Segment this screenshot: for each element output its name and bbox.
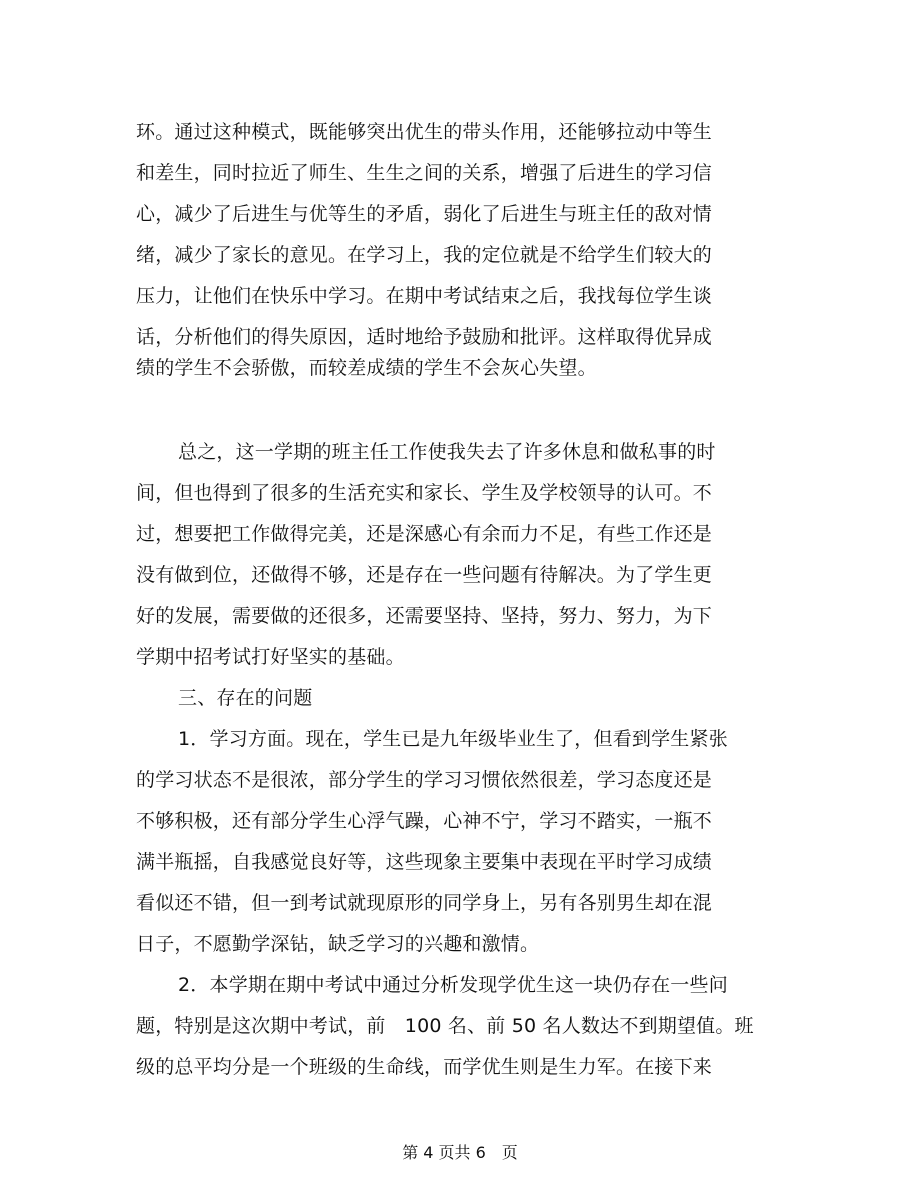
text-line: 心，减少了后进生与优等生的矛盾，弱化了后进生与班主任的敌对情 <box>136 203 713 225</box>
text-line: 1．学习方面。现在，学生已是九年级毕业生了，但看到学生紧张 <box>178 728 728 750</box>
text-line: 话，分析他们的得失原因，适时地给予鼓励和批评。这样取得优异成 <box>136 326 713 348</box>
text-line: 题，特别是这次期中考试，前 100 名、前 50 名人数达不到期望值。班 <box>136 1015 754 1037</box>
text-line: 环。通过这种模式，既能够突出优生的带头作用，还能够拉动中等生 <box>136 121 713 143</box>
section-heading: 三、存在的问题 <box>178 687 313 709</box>
text-line: 过，想要把工作做得完美，还是深感心有余而力不足，有些工作还是 <box>136 523 713 545</box>
text-line: 好的发展，需要做的还很多，还需要坚持、坚持，努力、努力，为下 <box>136 605 713 627</box>
text-line: 绩的学生不会骄傲，而较差成绩的学生不会灰心失望。 <box>136 357 597 379</box>
text-line: 的学习状态不是很浓，部分学生的学习习惯依然很差，学习态度还是 <box>136 769 713 791</box>
text-line: 间，但也得到了很多的生活充实和家长、学生及学校领导的认可。不 <box>136 482 713 504</box>
text-line: 满半瓶摇，自我感觉良好等，这些现象主要集中表现在平时学习成绩 <box>136 851 713 873</box>
text-line: 没有做到位，还做得不够，还是存在一些问题有待解决。为了学生更 <box>136 564 713 586</box>
text-line: 不够积极，还有部分学生心浮气躁，心神不宁，学习不踏实，一瓶不 <box>136 810 713 832</box>
text-line: 学期中招考试打好坚实的基础。 <box>136 646 405 668</box>
text-line: 总之，这一学期的班主任工作使我失去了许多休息和做私事的时 <box>178 441 716 463</box>
page-footer: 第 4 页共 6 页 <box>402 1143 518 1162</box>
text-line: 和差生，同时拉近了师生、生生之间的关系，增强了后进生的学习信 <box>136 162 713 184</box>
text-line: 绪，减少了家长的意见。在学习上，我的定位就是不给学生们较大的 <box>136 244 713 266</box>
text-line: 看似还不错，但一到考试就现原形的同学身上，另有各别男生却在混 <box>136 892 713 914</box>
text-line: 级的总平均分是一个班级的生命线，而学优生则是生力军。在接下来 <box>136 1056 713 1078</box>
text-line: 日子，不愿勤学深钻，缺乏学习的兴趣和激情。 <box>136 933 540 955</box>
text-line: 压力，让他们在快乐中学习。在期中考试结束之后，我找每位学生谈 <box>136 285 713 307</box>
text-line: 2．本学期在期中考试中通过分析发现学优生这一块仍存在一些问 <box>178 974 728 996</box>
